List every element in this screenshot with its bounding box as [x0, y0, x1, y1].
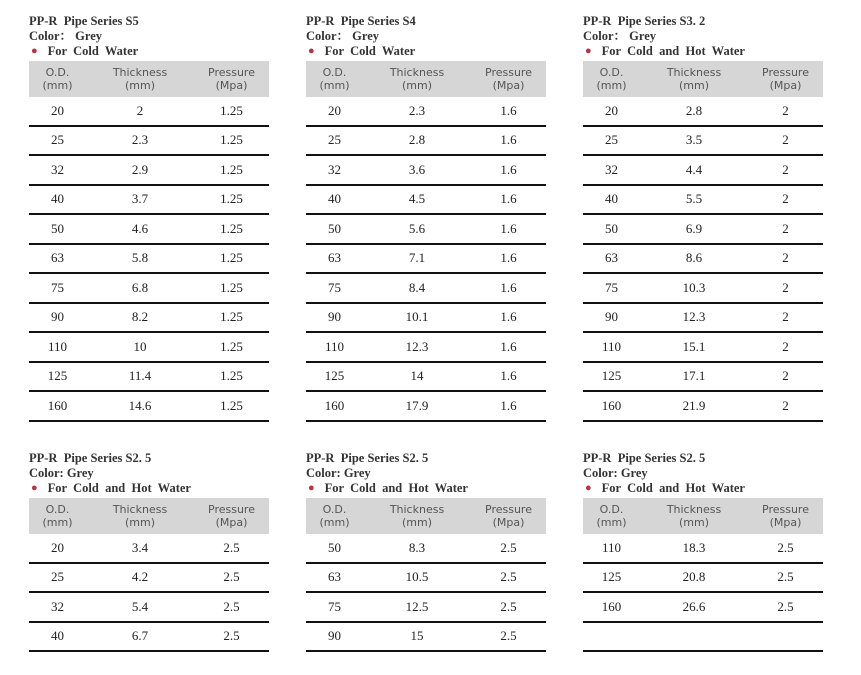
cell-thickness: 5.6	[363, 214, 471, 244]
cell-od: 32	[306, 155, 363, 185]
cell-pressure: 2.5	[194, 592, 269, 622]
cell-od: 40	[29, 622, 86, 652]
spec-table	[29, 61, 269, 422]
cell-od: 25	[306, 126, 363, 156]
series-title: PP-R Pipe Series S5	[29, 14, 139, 28]
cell-od: 75	[306, 273, 363, 303]
cell-thickness: 26.6	[640, 592, 748, 622]
table-row	[29, 273, 269, 303]
cell-pressure: 1.6	[471, 97, 546, 126]
header-pressure-unit: (Mpa)	[215, 79, 248, 92]
table-row	[29, 362, 269, 392]
cell-thickness: 3.6	[363, 155, 471, 185]
bullet-icon: ●	[308, 482, 315, 494]
cell-thickness: 4.6	[86, 214, 194, 244]
header-row	[29, 498, 269, 534]
header-od-unit: (mm)	[42, 79, 73, 92]
table-row	[583, 332, 823, 362]
header-row	[583, 498, 823, 534]
cell-thickness: 12.3	[640, 303, 748, 333]
spec-table	[29, 498, 269, 652]
header-thickness	[363, 61, 471, 97]
cell-pressure: 1.6	[471, 332, 546, 362]
header-pressure	[471, 498, 546, 534]
cell-od: 160	[583, 391, 640, 421]
spec-table-header	[306, 61, 546, 97]
usage-note-text: For Cold and Hot Water	[601, 481, 745, 495]
cell-pressure	[748, 622, 823, 652]
cell-od: 160	[306, 391, 363, 421]
pipe-series-block	[306, 14, 546, 422]
header-pressure-label: Pressure	[208, 65, 255, 79]
cell-pressure: 2.5	[194, 622, 269, 652]
table-row	[583, 185, 823, 215]
spec-table-header	[583, 61, 823, 97]
usage-note	[583, 44, 823, 59]
cell-pressure: 2.5	[471, 563, 546, 593]
header-thickness-label: Thickness	[112, 65, 168, 79]
table-row	[583, 303, 823, 333]
header-pressure-unit: (Mpa)	[769, 516, 802, 529]
spec-table-header	[29, 498, 269, 534]
cell-od: 90	[29, 303, 86, 333]
cell-thickness: 14	[363, 362, 471, 392]
table-row	[306, 97, 546, 126]
cell-pressure: 2	[748, 185, 823, 215]
table-row	[29, 303, 269, 333]
cell-od: 63	[306, 244, 363, 274]
cell-od: 63	[583, 244, 640, 274]
table-row	[306, 332, 546, 362]
cell-pressure: 2.5	[194, 534, 269, 563]
cell-od: 40	[583, 185, 640, 215]
table-row	[306, 244, 546, 274]
table-row	[29, 244, 269, 274]
cell-thickness: 18.3	[640, 534, 748, 563]
usage-note	[29, 44, 269, 59]
header-pressure-unit: (Mpa)	[492, 79, 525, 92]
cell-thickness: 3.5	[640, 126, 748, 156]
table-row	[29, 534, 269, 563]
usage-note-text: For Cold Water	[47, 44, 139, 58]
cell-pressure: 2.5	[748, 592, 823, 622]
cell-pressure: 1.6	[471, 185, 546, 215]
cell-pressure: 2.5	[748, 563, 823, 593]
table-row	[29, 155, 269, 185]
cell-od: 25	[583, 126, 640, 156]
header-thickness-unit: (mm)	[401, 516, 432, 529]
table-row	[306, 185, 546, 215]
cell-thickness: 7.1	[363, 244, 471, 274]
table-row	[29, 391, 269, 421]
spec-table-body	[29, 97, 269, 421]
header-thickness-unit: (mm)	[124, 79, 155, 92]
cell-pressure: 1.25	[194, 332, 269, 362]
table-row	[29, 622, 269, 652]
cell-od: 90	[583, 303, 640, 333]
header-pressure-label: Pressure	[485, 65, 532, 79]
table-row	[583, 534, 823, 563]
cell-thickness: 8.6	[640, 244, 748, 274]
cell-od: 50	[583, 214, 640, 244]
table-row	[29, 563, 269, 593]
cell-pressure: 2	[748, 126, 823, 156]
header-od-label: O.D.	[599, 502, 624, 516]
table-row	[29, 126, 269, 156]
pipe-series-block	[583, 451, 823, 652]
header-thickness-unit: (mm)	[678, 516, 709, 529]
cell-thickness: 4.4	[640, 155, 748, 185]
cell-od: 110	[583, 332, 640, 362]
header-thickness	[86, 61, 194, 97]
cell-od: 32	[29, 155, 86, 185]
header-od-label: O.D.	[45, 502, 70, 516]
spec-table	[583, 498, 823, 652]
cell-thickness: 2.8	[363, 126, 471, 156]
cell-pressure: 2	[748, 332, 823, 362]
pipe-series-block	[29, 14, 269, 422]
cell-od: 75	[306, 592, 363, 622]
header-pressure	[471, 61, 546, 97]
cell-od: 90	[306, 303, 363, 333]
cell-pressure: 2	[748, 97, 823, 126]
cell-od: 125	[583, 362, 640, 392]
header-thickness-unit: (mm)	[401, 79, 432, 92]
pipe-series-block	[583, 14, 823, 422]
table-row	[583, 155, 823, 185]
table-row	[583, 97, 823, 126]
pipe-series-block	[29, 451, 269, 652]
cell-od: 20	[29, 534, 86, 563]
header-od	[306, 61, 363, 97]
cell-thickness: 5.8	[86, 244, 194, 274]
cell-thickness: 3.4	[86, 534, 194, 563]
header-od	[29, 61, 86, 97]
cell-od: 20	[583, 97, 640, 126]
header-thickness	[640, 61, 748, 97]
spec-table-body	[29, 534, 269, 651]
cell-od: 50	[29, 214, 86, 244]
cell-pressure: 2	[748, 273, 823, 303]
cell-pressure: 1.6	[471, 362, 546, 392]
cell-thickness: 10	[86, 332, 194, 362]
usage-note-text: For Cold and Hot Water	[324, 481, 468, 495]
header-od-label: O.D.	[322, 502, 347, 516]
usage-note	[306, 481, 546, 496]
table-row	[583, 592, 823, 622]
cell-thickness: 2.9	[86, 155, 194, 185]
cell-pressure: 1.6	[471, 126, 546, 156]
cell-thickness: 2	[86, 97, 194, 126]
cell-od: 125	[583, 563, 640, 593]
cell-od: 125	[306, 362, 363, 392]
bullet-icon: ●	[308, 45, 315, 57]
cell-od: 40	[306, 185, 363, 215]
table-row	[306, 563, 546, 593]
bullet-icon: ●	[31, 482, 38, 494]
usage-note	[583, 481, 823, 496]
color-line: Color: Grey	[306, 466, 371, 480]
header-pressure	[748, 61, 823, 97]
cell-thickness: 10.1	[363, 303, 471, 333]
header-thickness	[363, 498, 471, 534]
series-title: PP-R Pipe Series S2. 5	[29, 451, 152, 465]
cell-od: 32	[29, 592, 86, 622]
header-od-unit: (mm)	[596, 516, 627, 529]
header-pressure-unit: (Mpa)	[769, 79, 802, 92]
table-row	[306, 126, 546, 156]
header-pressure	[748, 498, 823, 534]
header-pressure-unit: (Mpa)	[492, 516, 525, 529]
header-thickness	[86, 498, 194, 534]
header-od-label: O.D.	[599, 65, 624, 79]
spec-table-header	[583, 498, 823, 534]
table-row	[583, 622, 823, 652]
header-od-label: O.D.	[322, 65, 347, 79]
cell-thickness: 21.9	[640, 391, 748, 421]
table-row	[306, 622, 546, 652]
cell-thickness: 10.5	[363, 563, 471, 593]
usage-note	[29, 481, 269, 496]
table-row	[306, 592, 546, 622]
table-row	[29, 592, 269, 622]
cell-thickness	[640, 622, 748, 652]
table-row	[583, 362, 823, 392]
header-thickness-label: Thickness	[389, 65, 445, 79]
table-row	[306, 391, 546, 421]
cell-pressure: 2.5	[471, 622, 546, 652]
cell-od: 40	[29, 185, 86, 215]
cell-od: 50	[306, 534, 363, 563]
header-pressure-label: Pressure	[208, 502, 255, 516]
header-row	[29, 61, 269, 97]
cell-thickness: 6.8	[86, 273, 194, 303]
spec-table	[306, 498, 546, 652]
cell-pressure: 1.25	[194, 244, 269, 274]
cell-thickness: 20.8	[640, 563, 748, 593]
cell-pressure: 2.5	[471, 534, 546, 563]
cell-od: 50	[306, 214, 363, 244]
header-od-unit: (mm)	[42, 516, 73, 529]
spec-table-body	[306, 534, 546, 651]
cell-thickness: 14.6	[86, 391, 194, 421]
color-line: Color： Grey	[306, 29, 380, 43]
header-row	[583, 61, 823, 97]
cell-pressure: 1.25	[194, 273, 269, 303]
cell-od: 75	[29, 273, 86, 303]
cell-pressure: 1.6	[471, 391, 546, 421]
cell-pressure: 1.25	[194, 126, 269, 156]
cell-od: 160	[583, 592, 640, 622]
table-row	[29, 97, 269, 126]
header-od	[583, 61, 640, 97]
pipe-series-block	[306, 451, 546, 652]
table-row	[306, 534, 546, 563]
cell-pressure: 1.6	[471, 244, 546, 274]
header-od-unit: (mm)	[596, 79, 627, 92]
cell-pressure: 2	[748, 214, 823, 244]
table-row	[306, 155, 546, 185]
cell-thickness: 3.7	[86, 185, 194, 215]
color-line: Color： Grey	[29, 29, 103, 43]
series-title: PP-R Pipe Series S2. 5	[583, 451, 706, 465]
color-line: Color: Grey	[583, 466, 648, 480]
spec-table-body	[583, 534, 823, 651]
spec-table	[583, 61, 823, 422]
table-row	[306, 214, 546, 244]
cell-pressure: 2.5	[471, 592, 546, 622]
usage-note-text: For Cold Water	[324, 44, 416, 58]
cell-thickness: 8.2	[86, 303, 194, 333]
header-row	[306, 498, 546, 534]
header-od	[306, 498, 363, 534]
cell-od: 63	[29, 244, 86, 274]
spec-table-header	[29, 61, 269, 97]
cell-od: 75	[583, 273, 640, 303]
spec-table-header	[306, 498, 546, 534]
cell-thickness: 12.3	[363, 332, 471, 362]
cell-thickness: 8.4	[363, 273, 471, 303]
cell-pressure: 1.25	[194, 362, 269, 392]
series-title: PP-R Pipe Series S4	[306, 14, 416, 28]
cell-pressure: 2	[748, 362, 823, 392]
cell-od: 63	[306, 563, 363, 593]
bullet-icon: ●	[585, 45, 592, 57]
cell-pressure: 2.5	[194, 563, 269, 593]
header-pressure-label: Pressure	[762, 502, 809, 516]
cell-thickness: 2.8	[640, 97, 748, 126]
spec-table-body	[306, 97, 546, 421]
cell-pressure: 1.25	[194, 303, 269, 333]
cell-thickness: 15	[363, 622, 471, 652]
cell-thickness: 6.9	[640, 214, 748, 244]
cell-pressure: 1.6	[471, 303, 546, 333]
cell-pressure: 1.25	[194, 214, 269, 244]
table-row	[583, 214, 823, 244]
cell-pressure: 1.25	[194, 155, 269, 185]
cell-pressure: 2	[748, 391, 823, 421]
table-row	[306, 273, 546, 303]
bullet-icon: ●	[31, 45, 38, 57]
header-od	[583, 498, 640, 534]
header-od-unit: (mm)	[319, 516, 350, 529]
cell-od: 25	[29, 126, 86, 156]
header-pressure	[194, 498, 269, 534]
cell-thickness: 17.9	[363, 391, 471, 421]
cell-thickness: 5.4	[86, 592, 194, 622]
cell-thickness: 12.5	[363, 592, 471, 622]
bullet-icon: ●	[585, 482, 592, 494]
cell-thickness: 5.5	[640, 185, 748, 215]
cell-pressure: 1.25	[194, 97, 269, 126]
table-row	[29, 332, 269, 362]
cell-pressure: 1.6	[471, 155, 546, 185]
header-pressure-unit: (Mpa)	[215, 516, 248, 529]
series-title: PP-R Pipe Series S3. 2	[583, 14, 706, 28]
cell-pressure: 2	[748, 303, 823, 333]
spec-table-body	[583, 97, 823, 421]
cell-pressure: 1.25	[194, 391, 269, 421]
cell-od: 90	[306, 622, 363, 652]
cell-pressure: 1.25	[194, 185, 269, 215]
cell-thickness: 15.1	[640, 332, 748, 362]
cell-thickness: 4.2	[86, 563, 194, 593]
cell-od: 110	[583, 534, 640, 563]
cell-pressure: 2.5	[748, 534, 823, 563]
cell-od: 20	[306, 97, 363, 126]
header-thickness-label: Thickness	[666, 502, 722, 516]
header-thickness-label: Thickness	[666, 65, 722, 79]
cell-od: 20	[29, 97, 86, 126]
usage-note	[306, 44, 546, 59]
cell-pressure: 1.6	[471, 214, 546, 244]
cell-od: 25	[29, 563, 86, 593]
header-thickness	[640, 498, 748, 534]
cell-pressure: 2	[748, 244, 823, 274]
cell-od	[583, 622, 640, 652]
cell-thickness: 17.1	[640, 362, 748, 392]
cell-pressure: 2	[748, 155, 823, 185]
table-row	[583, 273, 823, 303]
table-row	[583, 244, 823, 274]
cell-thickness: 2.3	[86, 126, 194, 156]
table-row	[583, 126, 823, 156]
header-row	[306, 61, 546, 97]
header-od	[29, 498, 86, 534]
spec-table	[306, 61, 546, 422]
cell-thickness: 4.5	[363, 185, 471, 215]
usage-note-text: For Cold and Hot Water	[47, 481, 191, 495]
header-thickness-label: Thickness	[389, 502, 445, 516]
table-row	[306, 362, 546, 392]
cell-thickness: 10.3	[640, 273, 748, 303]
header-thickness-unit: (mm)	[124, 516, 155, 529]
header-od-unit: (mm)	[319, 79, 350, 92]
table-row	[583, 563, 823, 593]
table-row	[306, 303, 546, 333]
usage-note-text: For Cold and Hot Water	[601, 44, 745, 58]
series-title: PP-R Pipe Series S2. 5	[306, 451, 429, 465]
header-pressure-label: Pressure	[485, 502, 532, 516]
cell-thickness: 8.3	[363, 534, 471, 563]
cell-od: 125	[29, 362, 86, 392]
cell-od: 110	[29, 332, 86, 362]
header-od-label: O.D.	[45, 65, 70, 79]
table-row	[29, 214, 269, 244]
color-line: Color： Grey	[583, 29, 657, 43]
header-pressure	[194, 61, 269, 97]
cell-thickness: 6.7	[86, 622, 194, 652]
color-line: Color: Grey	[29, 466, 94, 480]
table-row	[583, 391, 823, 421]
cell-pressure: 1.6	[471, 273, 546, 303]
table-row	[29, 185, 269, 215]
cell-thickness: 11.4	[86, 362, 194, 392]
header-pressure-label: Pressure	[762, 65, 809, 79]
cell-od: 160	[29, 391, 86, 421]
cell-thickness: 2.3	[363, 97, 471, 126]
cell-od: 32	[583, 155, 640, 185]
header-thickness-unit: (mm)	[678, 79, 709, 92]
header-thickness-label: Thickness	[112, 502, 168, 516]
cell-od: 110	[306, 332, 363, 362]
